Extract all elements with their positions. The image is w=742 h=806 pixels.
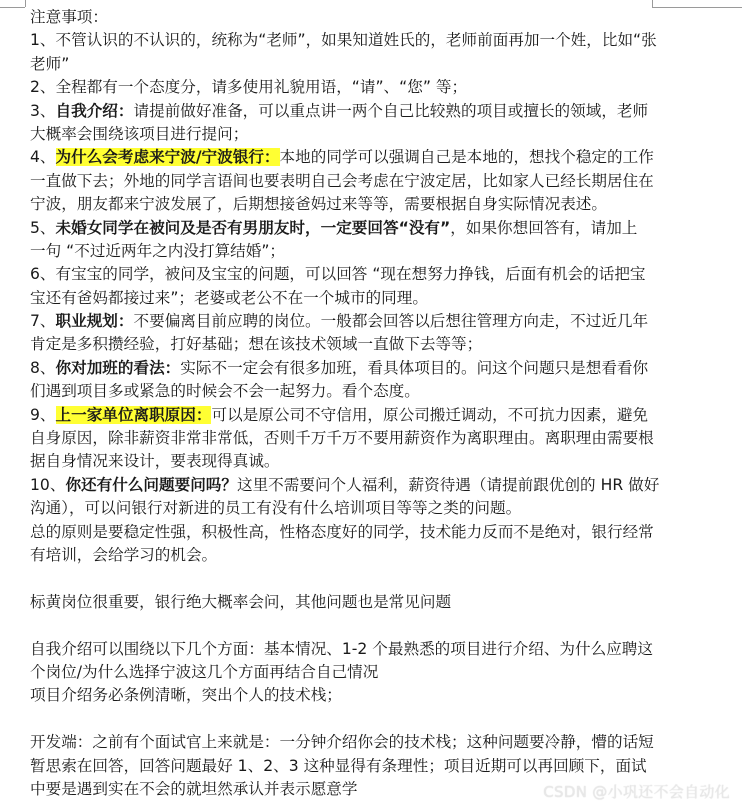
text-line[interactable] <box>30 263 720 286</box>
text-run: 这里不需要问个人福利，薪资待遇（请提前跟优创的 HR 做好 <box>236 475 660 494</box>
text-run: 开发端：之前有个面试官上来就是：一分钟介绍你会的技术栈；这种问题要冷静，懵的话短 <box>30 733 654 752</box>
highlighted-heading: 为什么会考虑来宁波/宁波银行： <box>55 148 280 167</box>
text-line[interactable] <box>30 544 720 567</box>
text-line[interactable] <box>30 591 720 614</box>
blank-line <box>30 567 720 590</box>
bold-heading: 职业规划： <box>55 312 134 331</box>
text-line[interactable] <box>30 29 720 52</box>
text-line[interactable] <box>30 310 720 333</box>
text-line[interactable] <box>30 474 720 497</box>
page-margin-mark <box>0 7 25 8</box>
text-line[interactable] <box>30 100 720 123</box>
page-margin-mark <box>25 0 26 7</box>
text-run: 个岗位/为什么选择宁波这几个方面再结合自己情况 <box>30 662 379 681</box>
text-run: 5、 <box>30 218 56 237</box>
text-line[interactable] <box>30 217 720 240</box>
text-line[interactable] <box>30 53 720 76</box>
document-body <box>30 29 720 801</box>
text-line[interactable] <box>30 357 720 380</box>
text-run: 8、 <box>30 358 56 377</box>
csdn-watermark: CSDN @小巩还不会自动化 <box>543 783 730 801</box>
text-line[interactable] <box>30 661 720 684</box>
highlighted-heading: 上一家单位离职原因： <box>55 405 212 424</box>
text-line[interactable] <box>30 427 720 450</box>
text-line[interactable] <box>30 146 720 169</box>
text-run: 宁波，朋友都来宁波发展了，后期想接爸妈过来等等，需要根据自身实际情况表述。 <box>30 195 607 214</box>
text-run: 自身原因，除非薪资非常非常低，否则千万千万不要用薪资作为离职理由。离职理由需要根 <box>30 429 654 448</box>
text-run: 可以是原公司不守信用，原公司搬迁调动，不可抗力因素，避免 <box>211 405 649 424</box>
text-line[interactable] <box>30 731 720 754</box>
bold-heading: 你对加班的看法： <box>55 358 181 377</box>
text-line[interactable] <box>30 193 720 216</box>
text-line[interactable] <box>30 240 720 263</box>
text-run: 宝还有爸妈都接过来”；老婆或老公不在一个城市的同理。 <box>30 288 428 307</box>
text-run: 自我介绍可以围绕以下几个方面：基本情况、1-2 个最熟悉的项目进行介绍、为什么应聘这 <box>30 639 653 658</box>
text-run: 实际不一定会有很多加班，看具体项目的。问这个问题只是想看看你 <box>180 358 649 377</box>
text-run: 项目介绍务必条例清晰，突出个人的技术栈； <box>30 686 342 705</box>
document-title: 注意事项： <box>30 8 108 26</box>
text-line[interactable] <box>30 521 720 544</box>
text-run: 1、不管认识的不认识的，统称为“老师”，如果知道姓氏的，老师前面再加一个姓，比如“张 <box>30 31 657 50</box>
text-run: 标黄岗位很重要，银行绝大概率会问，其他问题也是常见问题 <box>30 592 452 611</box>
text-run: 有培训，会给学习的机会。 <box>30 545 218 564</box>
text-run: 本地的同学可以强调自己是本地的，想找个稳定的工作 <box>279 148 654 167</box>
text-run: 肯定是多积攒经验，打好基础；想在该技术领域一直做下去等等； <box>30 335 483 354</box>
text-line[interactable] <box>30 123 720 146</box>
text-line[interactable] <box>30 497 720 520</box>
text-run: 暂思索在回答，回答问题最好 1、2、3 这种显得有条理性；项目近期可以再回顾下，面试 <box>30 756 647 775</box>
text-run: ，如果你想回答有，请加上 <box>450 218 638 237</box>
text-run: 沟通），可以问银行对新进的员工有没有什么培训项目等等之类的问题。 <box>30 499 522 518</box>
blank-line <box>30 708 720 731</box>
text-line[interactable] <box>30 684 720 707</box>
bold-heading: 自我介绍： <box>55 101 134 120</box>
text-line[interactable] <box>30 333 720 356</box>
text-run: 一直做下去；外地的同学言语间也要表明自己会考虑在宁波定居，比如家人已经长期居住在 <box>30 171 654 190</box>
bold-heading: 未婚女同学在被问及是否有男朋友时，一定要回答“没有” <box>55 218 451 237</box>
text-line[interactable] <box>30 170 720 193</box>
text-run: 们遇到项目多或紧急的时候会不会一起努力。看个态度。 <box>30 382 420 401</box>
text-run: 3、 <box>30 101 56 120</box>
text-run: 据自身情况来设计，要表现得真诚。 <box>30 452 280 471</box>
text-line[interactable] <box>30 638 720 661</box>
text-run: 4、 <box>30 148 56 167</box>
text-run: 7、 <box>30 312 56 331</box>
text-run: 不要偏离目前应聘的岗位。一般都会回答以后想往管理方向走，不过近几年 <box>133 312 649 331</box>
text-line[interactable] <box>30 380 720 403</box>
text-line[interactable] <box>30 404 720 427</box>
text-run: 老师” <box>30 54 70 73</box>
text-run: 请提前做好准备，可以重点讲一两个自己比较熟的项目或擅长的领域，老师 <box>133 101 649 120</box>
blank-line <box>30 614 720 637</box>
text-run: 一句 “不过近两年之内没打算结婚”； <box>30 241 286 260</box>
text-run: 总的原则是要稳定性强，积极性高，性格态度好的同学，技术能力反而不是绝对，银行经常 <box>30 522 654 541</box>
text-line[interactable] <box>30 755 720 778</box>
text-run: 大概率会围绕该项目进行提问； <box>30 124 249 143</box>
document-page <box>30 6 720 801</box>
bold-heading: 你还有什么问题要问吗？ <box>65 475 237 494</box>
text-line[interactable] <box>30 450 720 473</box>
text-run: 2、全程都有一个态度分，请多使用礼貌用语，“请”、“您” 等； <box>30 78 468 97</box>
text-run: 9、 <box>30 405 56 424</box>
text-line[interactable] <box>30 76 720 99</box>
text-run: 10、 <box>30 475 66 494</box>
text-run: 6、有宝宝的同学，被问及宝宝的问题，可以回答 “现在想努力挣钱，后面有机会的话把宝 <box>30 265 646 284</box>
text-run: 中要是遇到实在不会的就坦然承认并表示愿意学 <box>30 779 358 798</box>
text-line[interactable] <box>30 287 720 310</box>
